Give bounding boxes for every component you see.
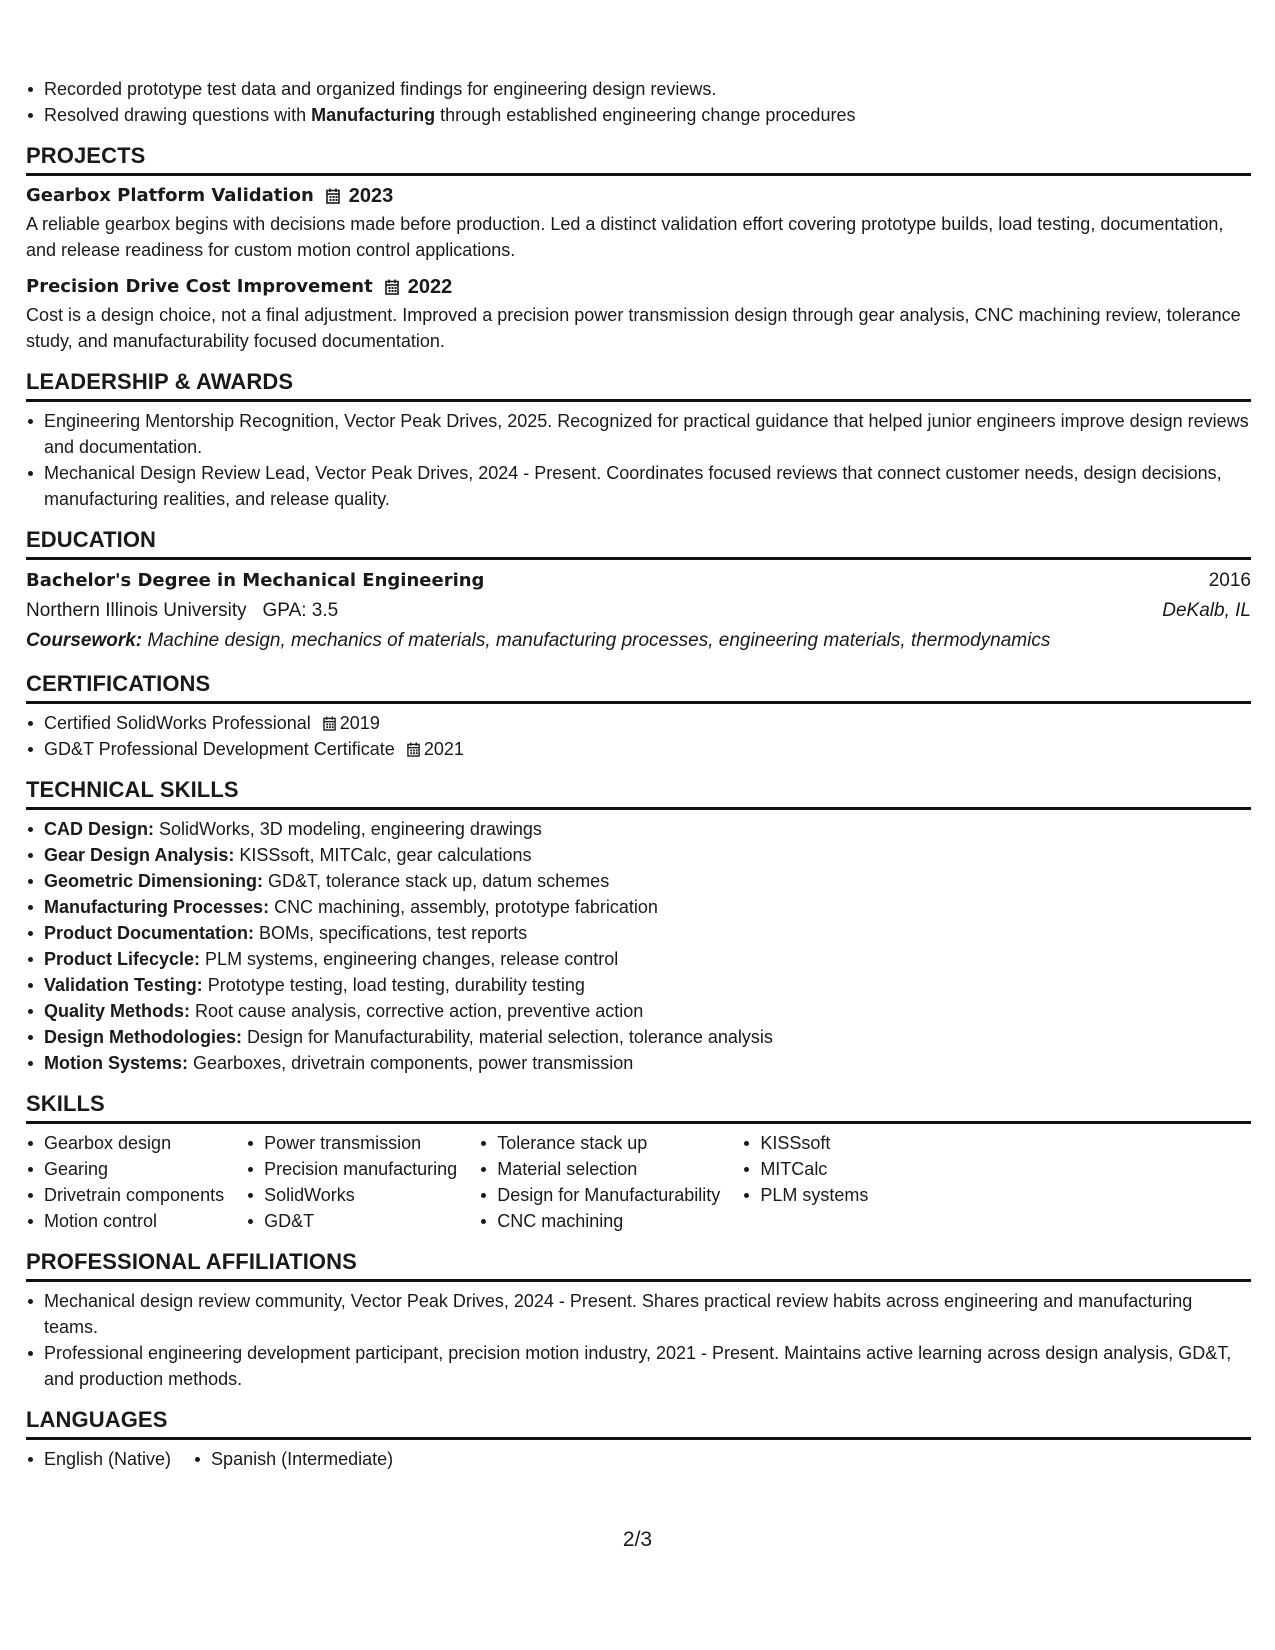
project-year: 2023 [348,185,394,207]
list-item: Professional engineering development participant, precision motion industry, 2021 - Present. Maintains active learning across design analysis, GD&T, and production methods. [26,1340,1251,1392]
education-section [26,526,1251,656]
list-item [26,842,1251,868]
list-item: Gearing [26,1156,224,1182]
section-heading: PROFESSIONAL AFFILIATIONS [26,1248,1251,1282]
section-heading: PROJECTS [26,142,1251,176]
skill-values: KISSsoft, MITCalc, gear calculations [234,845,532,865]
calendar-icon [323,716,336,731]
skills-column [479,1130,720,1234]
section-heading: SKILLS [26,1090,1251,1124]
school-location: DeKalb, IL [1162,600,1251,621]
skill-category: Validation Testing: [44,975,203,995]
section-heading: TECHNICAL SKILLS [26,776,1251,810]
list-item: KISSsoft [742,1130,868,1156]
list-item [26,102,1251,128]
list-item: Engineering Mentorship Recognition, Vector Peak Drives, 2025. Recognized for practical guidance that helped junior engineers improve design reviews and documentation. [26,408,1251,460]
list-item: GD&T [246,1208,457,1234]
skills-column [26,1130,224,1234]
project-description: Cost is a design choice, not a final adjustment. Improved a precision power transmission design through gear analysis, CNC machining review, tolerance study, and manufacturability focused documentation. [26,305,1241,351]
list-item [26,1050,1251,1076]
project-year: 2022 [407,276,453,298]
list-item [26,894,1251,920]
leadership-section [26,368,1251,512]
list-item: Power transmission [246,1130,457,1156]
certification-year: 2021 [423,739,464,759]
coursework-label: Coursework: [26,630,143,651]
affiliations-section [26,1248,1251,1392]
section-heading: EDUCATION [26,526,1251,560]
list-item [26,972,1251,998]
project-item [26,182,1251,263]
list-item: Gearbox design [26,1130,224,1156]
skills-grid [26,1130,1251,1234]
project-title: Gearbox Platform Validation [26,185,314,206]
skill-values: Prototype testing, load testing, durability testing [202,975,585,995]
list-item [26,816,1251,842]
graduation-year: 2016 [1208,570,1251,591]
bullet-bold-text: Manufacturing [311,105,436,125]
list-item: Motion control [26,1208,224,1234]
list-item: Mechanical design review community, Vector Peak Drives, 2024 - Present. Shares practical review habits across engineering and manufacturing teams. [26,1288,1251,1340]
coursework [26,626,1251,656]
list-item: Design for Manufacturability [479,1182,720,1208]
experience-tail-list [26,76,1251,128]
skill-category: Design Methodologies: [44,1027,242,1047]
list-item: Spanish (Intermediate) [193,1446,393,1472]
page-number: 2/3 [622,1528,653,1551]
skill-category: Gear Design Analysis: [44,845,235,865]
section-heading: LEADERSHIP & AWARDS [26,368,1251,402]
list-item [26,998,1251,1024]
list-item: Material selection [479,1156,720,1182]
list-item [26,868,1251,894]
skill-values: BOMs, specifications, test reports [254,923,528,943]
projects-section [26,142,1251,354]
skill-values: GD&T, tolerance stack up, datum schemes [263,871,610,891]
skill-values: CNC machining, assembly, prototype fabrication [269,897,658,917]
certification-name: GD&T Professional Development Certificate [44,739,395,759]
skill-category: Quality Methods: [44,1001,191,1021]
section-heading: LANGUAGES [26,1406,1251,1440]
calendar-icon [326,188,340,204]
list-item [26,1024,1251,1050]
list-item: Drivetrain components [26,1182,224,1208]
skill-values: PLM systems, engineering changes, release control [200,949,619,969]
gpa: GPA: 3.5 [262,600,339,621]
list-item [26,736,1251,762]
technical-skills-section [26,776,1251,1076]
list-item [26,946,1251,972]
certification-year: 2019 [339,713,380,733]
list-item: Precision manufacturing [246,1156,457,1182]
list-item: Tolerance stack up [479,1130,720,1156]
skill-category: Motion Systems: [44,1053,189,1073]
languages-section [26,1406,1251,1472]
skills-column [246,1130,457,1234]
certification-name: Certified SolidWorks Professional [44,713,311,733]
list-item: Mechanical Design Review Lead, Vector Peak Drives, 2024 - Present. Coordinates focused reviews that connect customer needs, design decisions, manufacturing realities, and release quality. [26,460,1251,512]
section-heading: CERTIFICATIONS [26,670,1251,704]
bullet-text: through established engineering change procedures [435,105,856,125]
skill-category: Product Documentation: [44,923,254,943]
bullet-text: Resolved drawing questions with [44,105,312,125]
calendar-icon [385,279,399,295]
list-item: CNC machining [479,1208,720,1234]
skills-section [26,1090,1251,1234]
coursework-text: Machine design, mechanics of materials, manufacturing processes, engineering materials, thermodynamics [142,630,1051,651]
degree-title: Bachelor's Degree in Mechanical Engineering [26,570,485,591]
list-item [26,920,1251,946]
list-item: SolidWorks [246,1182,457,1208]
list-item: MITCalc [742,1156,868,1182]
skill-category: CAD Design: [44,819,155,839]
project-description: A reliable gearbox begins with decisions made before production. Led a distinct validation effort covering prototype builds, load testing, documentation, and release readiness for custom motion control applications. [26,214,1224,260]
list-item: English (Native) [26,1446,171,1472]
skill-category: Manufacturing Processes: [44,897,270,917]
list-item [26,710,1251,736]
skill-category: Geometric Dimensioning: [44,871,264,891]
skill-category: Product Lifecycle: [44,949,201,969]
list-item: Recorded prototype test data and organized findings for engineering design reviews. [26,76,1251,102]
resume-page [26,76,1251,1472]
calendar-icon [407,742,420,757]
list-item: PLM systems [742,1182,868,1208]
project-item [26,273,1251,354]
certifications-section [26,670,1251,762]
school-name: Northern Illinois University [26,600,247,621]
skills-column [742,1130,868,1234]
project-title: Precision Drive Cost Improvement [26,276,373,297]
skill-values: SolidWorks, 3D modeling, engineering drawings [154,819,542,839]
skill-values: Gearboxes, drivetrain components, power transmission [188,1053,634,1073]
skill-values: Root cause analysis, corrective action, preventive action [190,1001,644,1021]
skill-values: Design for Manufacturability, material selection, tolerance analysis [242,1027,773,1047]
